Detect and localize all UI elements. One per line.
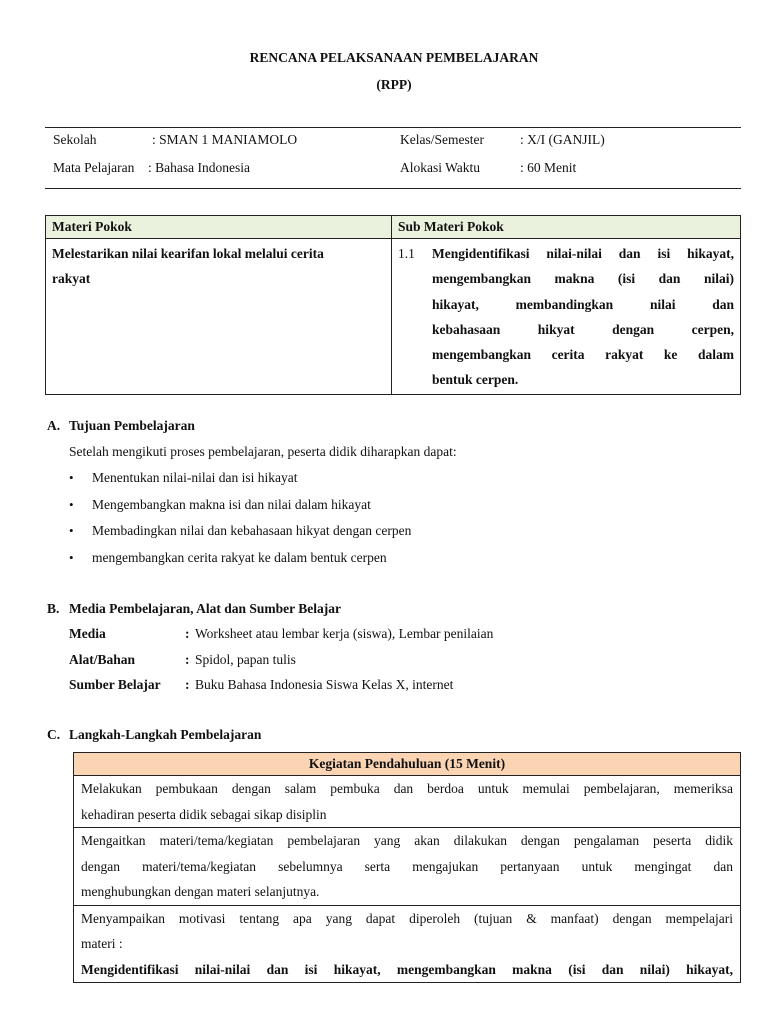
objective-text: Mengembangkan makna isi dan nilai dalam hikayat bbox=[92, 497, 371, 512]
source-row bbox=[69, 677, 453, 693]
bullet-icon: • bbox=[69, 470, 74, 485]
section-a-letter: A. bbox=[47, 418, 61, 433]
objective-item bbox=[69, 550, 387, 566]
identity-bottom-rule bbox=[45, 188, 741, 189]
kegiatan-line: dengan materi/tema/kegiatan sebelumnya serta mengajukan pertanyaan untuk mengingat dan bbox=[81, 858, 733, 874]
source-label: Sumber Belajar bbox=[69, 677, 161, 692]
kegiatan-line: Menyampaikan motivasi tentang apa yang dapat diperoleh (tujuan & manfaat) dengan mempelajari bbox=[81, 910, 733, 926]
sub-materi-line: Mengidentifikasi nilai-nilai dan isi hikayat, bbox=[432, 246, 734, 261]
section-b-letter: B. bbox=[47, 601, 60, 616]
materi-pokok-line: Melestarikan nilai kearifan lokal melalui cerita bbox=[52, 246, 324, 261]
kegiatan-table bbox=[73, 752, 741, 983]
school-label: Sekolah bbox=[53, 132, 97, 147]
materi-pokok-header: Materi Pokok bbox=[46, 216, 392, 239]
sub-materi-header: Sub Materi Pokok bbox=[392, 216, 741, 239]
class-value: : X/I (GANJIL) bbox=[520, 132, 605, 147]
section-a-intro: Setelah mengikuti proses pembelajaran, peserta didik diharapkan dapat: bbox=[69, 444, 457, 459]
kegiatan-line: menghubungkan dengan materi selanjutnya. bbox=[81, 884, 320, 899]
media-colon: : bbox=[185, 626, 190, 641]
document-title: RENCANA PELAKSANAAN PEMBELAJARAN bbox=[249, 50, 539, 65]
objective-text: Menentukan nilai-nilai dan isi hikayat bbox=[92, 470, 298, 485]
tools-value: Spidol, papan tulis bbox=[195, 652, 296, 667]
kegiatan-row bbox=[74, 828, 741, 906]
source-colon: : bbox=[185, 677, 190, 692]
bullet-icon: • bbox=[69, 550, 74, 565]
objective-item bbox=[69, 523, 411, 539]
materi-table bbox=[45, 215, 741, 395]
kegiatan-line: kehadiran peserta didik sebagai sikap disiplin bbox=[81, 806, 327, 822]
bullet-icon: • bbox=[69, 523, 74, 538]
objective-text: mengembangkan cerita rakyat ke dalam bentuk cerpen bbox=[92, 550, 387, 565]
identity-top-rule bbox=[45, 127, 741, 128]
kegiatan-row bbox=[74, 905, 741, 983]
materi-pokok-line: rakyat bbox=[52, 271, 91, 286]
section-c-heading bbox=[47, 727, 261, 743]
section-a-heading bbox=[47, 418, 195, 434]
subject-label: Mata Pelajaran bbox=[53, 160, 135, 175]
objective-item bbox=[69, 497, 371, 513]
bullet-icon: • bbox=[69, 497, 74, 512]
tools-colon: : bbox=[185, 652, 190, 667]
kegiatan-line: Mengaitkan materi/tema/kegiatan pembelajaran yang akan dilakukan dengan pengalaman peserta didik bbox=[81, 833, 733, 848]
sub-materi-line: mengembangkan makna (isi dan nilai) bbox=[432, 271, 734, 287]
kegiatan-header: Kegiatan Pendahuluan (15 Menit) bbox=[74, 753, 741, 776]
sub-materi-number: 1.1 bbox=[398, 246, 415, 261]
school-value: : SMAN 1 MANIAMOLO bbox=[152, 132, 298, 147]
section-c-letter: C. bbox=[47, 727, 61, 742]
objective-text: Membadingkan nilai dan kebahasaan hikyat dengan cerpen bbox=[92, 523, 412, 538]
kegiatan-row bbox=[74, 776, 741, 828]
source-value: Buku Bahasa Indonesia Siswa Kelas X, internet bbox=[195, 677, 454, 692]
sub-materi-line: hikayat, membandingkan nilai dan bbox=[432, 296, 734, 312]
time-value: : 60 Menit bbox=[520, 160, 577, 175]
media-label: Media bbox=[69, 626, 106, 641]
materi-pokok-cell bbox=[46, 239, 392, 395]
class-label: Kelas/Semester bbox=[400, 132, 484, 147]
tools-label: Alat/Bahan bbox=[69, 652, 136, 667]
time-label: Alokasi Waktu bbox=[400, 160, 481, 175]
section-b-title: Media Pembelajaran, Alat dan Sumber Belajar bbox=[69, 601, 341, 616]
media-row bbox=[69, 626, 493, 642]
kegiatan-line: Melakukan pembukaan dengan salam pembuka dan berdoa untuk memulai pembelajaran, memeriksa bbox=[81, 781, 733, 796]
sub-materi-text bbox=[432, 241, 734, 393]
sub-materi-cell bbox=[392, 239, 741, 395]
document-subtitle: (RPP) bbox=[376, 77, 412, 92]
sub-materi-line: kebahasaan hikyat dengan cerpen, bbox=[432, 321, 734, 337]
kegiatan-line: materi : bbox=[81, 936, 123, 951]
section-c-title: Langkah-Langkah Pembelajaran bbox=[69, 727, 262, 742]
media-value: Worksheet atau lembar kerja (siswa), Lembar penilaian bbox=[195, 626, 494, 641]
objective-item bbox=[69, 470, 297, 486]
section-b-heading bbox=[47, 601, 341, 617]
subject-value: : Bahasa Indonesia bbox=[148, 160, 250, 175]
section-a-title: Tujuan Pembelajaran bbox=[69, 418, 195, 433]
sub-materi-line: bentuk cerpen. bbox=[432, 372, 519, 388]
sub-materi-line: mengembangkan cerita rakyat ke dalam bbox=[432, 347, 734, 363]
tools-row bbox=[69, 652, 296, 668]
kegiatan-line: Mengidentifikasi nilai-nilai dan isi hikayat, mengembangkan makna (isi dan nilai) hikayat, bbox=[81, 961, 733, 977]
